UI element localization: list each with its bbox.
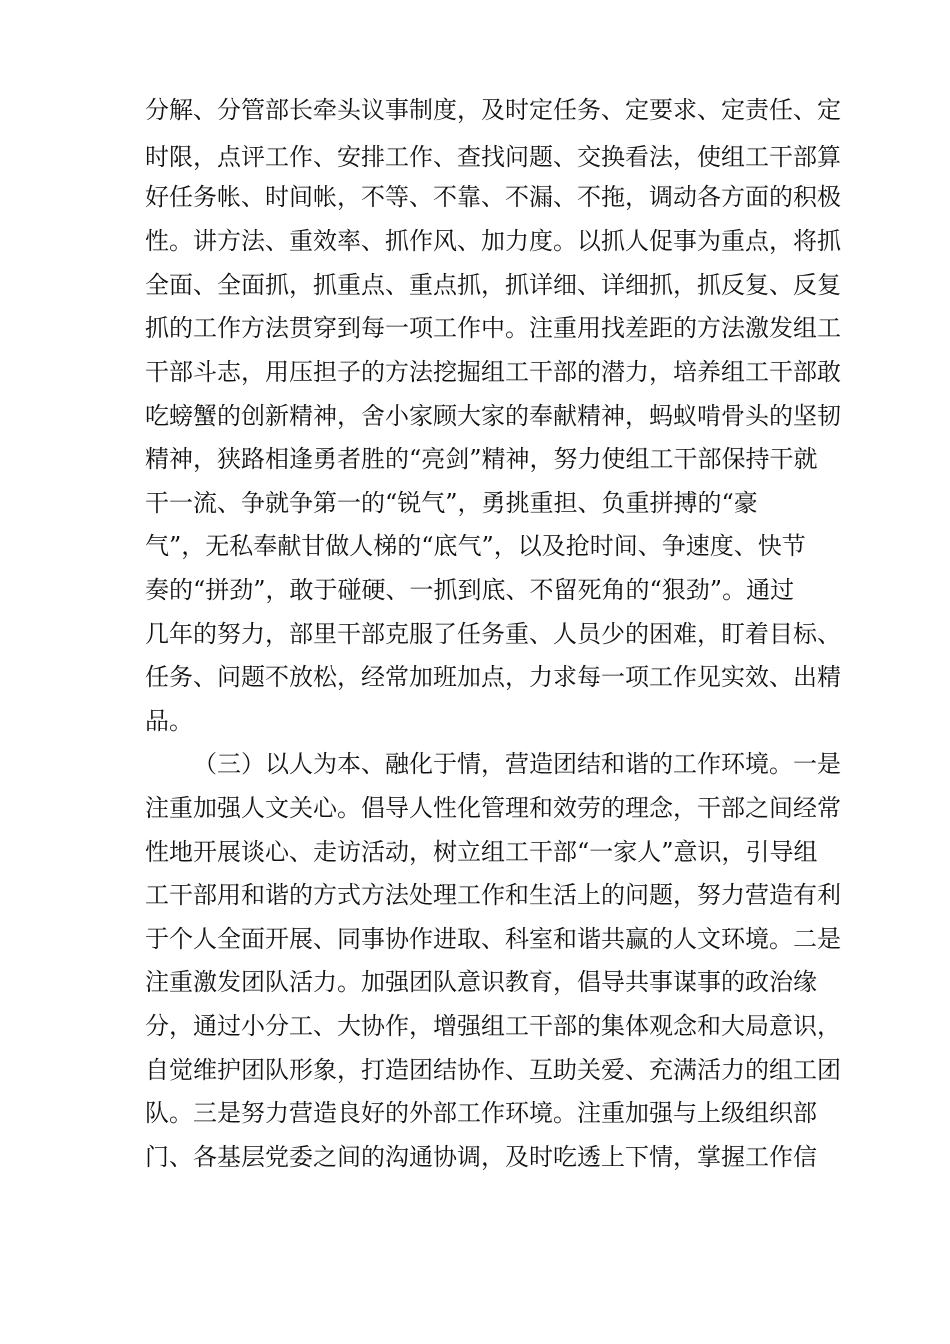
text-line: 分解、分管部长牵头议事制度，及时定任务、定要求、定责任、定 [145,96,841,124]
text-line: 时限，点评工作、安排工作、查找问题、交换看法，使组工干部算 [145,143,841,171]
paragraph-heading-line: （三）以人为本、融化于情，营造团结和谐的工作环境。一是 [193,750,841,778]
text-line: 精神，狭路相逢勇者胜的“亮剑”精神，努力使组工干部保持干就 [145,445,818,473]
text-line: 分，通过小分工、大协作，增强组工干部的集体观念和大局意识， [145,1012,841,1040]
text-line: 队。三是努力营造良好的外部工作环境。注重加强与上级组织部 [145,1099,817,1127]
text-line: 注重加强人文关心。倡导人性化管理和效劳的理念，干部之间经常 [145,794,841,822]
text-line: 工干部用和谐的方式方法处理工作和生活上的问题，努力营造有利 [145,881,841,909]
text-line: 全面、全面抓，抓重点、重点抓，抓详细、详细抓，抓反复、反复 [145,271,841,299]
text-line: 自觉维护团队形象，打造团结协作、互助关爱、充满活力的组工团 [145,1056,841,1084]
text-line: 注重激发团队活力。加强团队意识教育，倡导共事谋事的政治缘 [145,968,817,996]
text-line: 吃螃蟹的创新精神，舍小家顾大家的奉献精神，蚂蚁啃骨头的坚韧 [145,402,841,430]
text-line: 奏的“拼劲”，敢于碰硬、一抓到底、不留死角的“狠劲”。通过 [145,576,795,604]
text-line: 抓的工作方法贯穿到每一项工作中。注重用找差距的方法激发组工 [145,314,841,342]
text-line: 品。 [145,707,193,735]
text-line: 干部斗志，用压担子的方法挖掘组工干部的潜力，培养组工干部敢 [145,358,841,386]
text-line: 好任务帐、时间帐，不等、不靠、不漏、不拖，调动各方面的积极 [145,183,841,211]
text-line: 性地开展谈心、走访活动，树立组工干部“一家人”意识，引导组 [145,838,818,866]
text-line: 任务、问题不放松，经常加班加点，力求每一项工作见实效、出精 [145,663,841,691]
text-line: 气”，无私奉献甘做人梯的“底气”，以及抢时间、争速度、快节 [145,532,806,560]
text-line: 几年的努力，部里干部克服了任务重、人员少的困难，盯着目标、 [145,620,841,648]
text-line: 性。讲方法、重效率、抓作风、加力度。以抓人促事为重点，将抓 [145,227,841,255]
text-line: 门、各基层党委之间的沟通协调，及时吃透上下情，掌握工作信 [145,1143,817,1171]
text-line: 于个人全面开展、同事协作进取、科室和谐共赢的人文环境。二是 [145,925,841,953]
text-line: 干一流、争就争第一的“锐气”，勇挑重担、负重拼搏的“豪 [145,489,758,517]
